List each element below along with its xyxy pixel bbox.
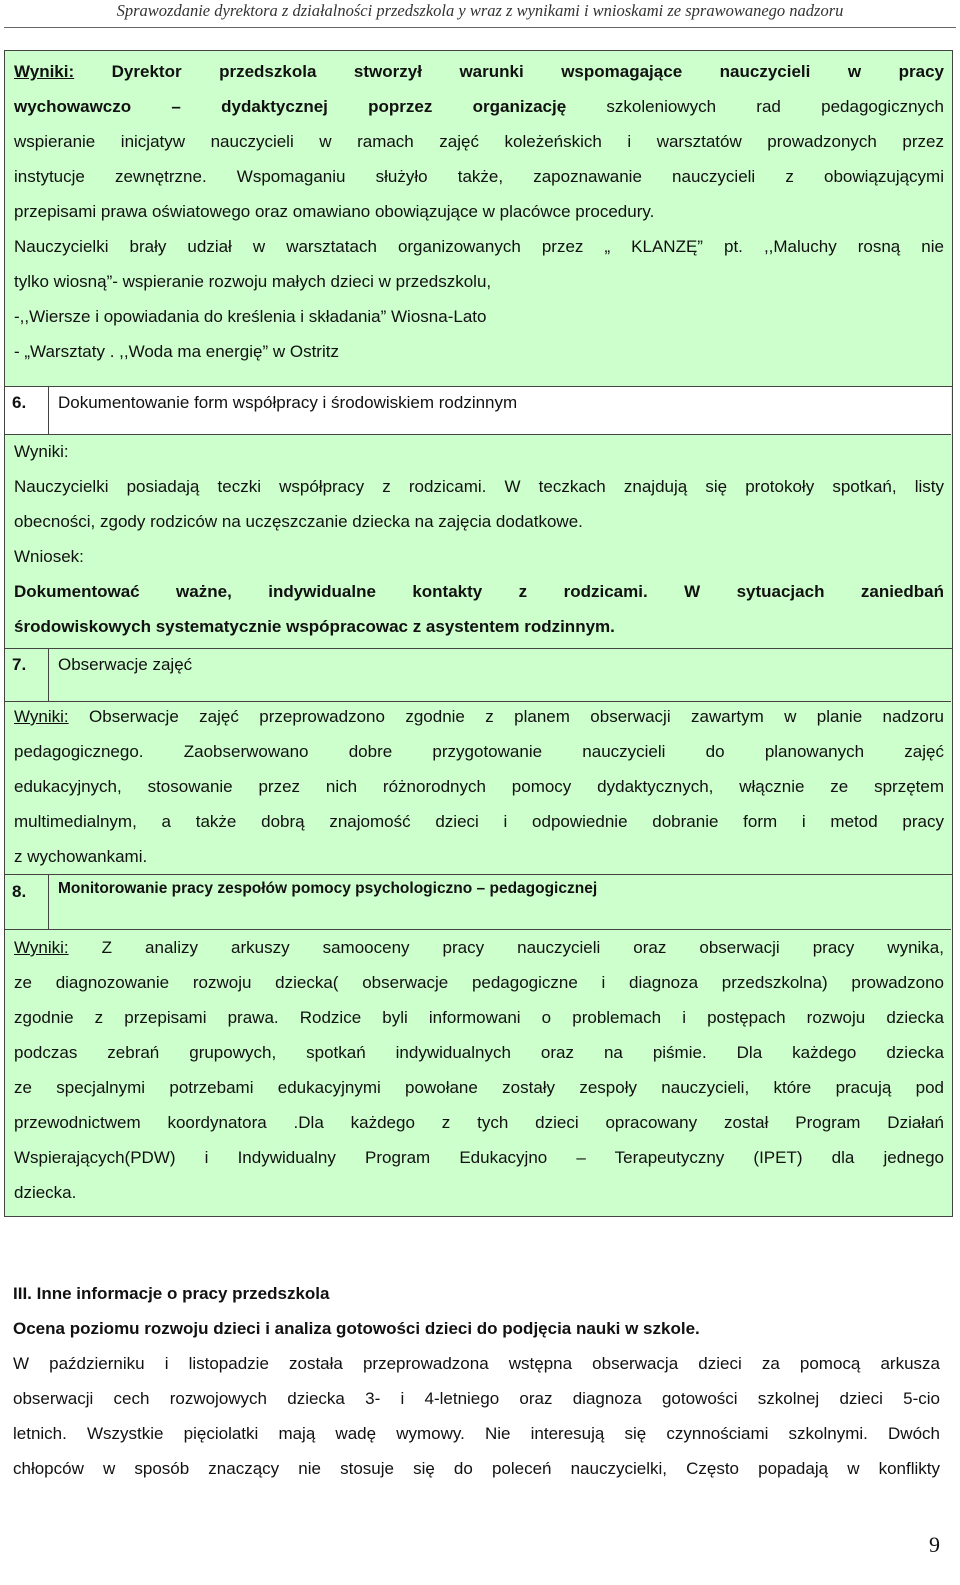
section-5-box — [4, 50, 953, 388]
section-7-header-row — [5, 649, 951, 702]
section-7-number: 7. — [5, 649, 49, 701]
section-6-header-row — [5, 387, 951, 435]
section-7-line-5: z wychowankami. — [14, 847, 148, 866]
document-header: Sprawozdanie dyrektora z działalności przedszkola y wraz z wynikami i wnioskami ze sprawowanego nadzoru — [116, 1, 844, 20]
section-5-line-2 — [14, 89, 944, 124]
section-6-results-line-1: Nauczycielki posiadają teczki współpracy z rodzicami. W teczkach znajdują się protokoły spotkań, listy — [14, 477, 944, 496]
section-8-number: 8. — [5, 875, 49, 929]
section-6-title: Dokumentowanie form współpracy i środowiskiem rodzinnym — [58, 393, 518, 412]
section-5-line-1 — [14, 54, 944, 89]
page-number: 9 — [929, 1532, 940, 1557]
section-6-box — [4, 386, 953, 650]
section-6-conclusion-line-1: Dokumentować ważne, indywidualne kontakty z rodzicami. W sytuacjach zaniedbań — [14, 582, 944, 601]
section-8-box — [4, 874, 953, 1217]
section-8-line-7: Wspierających(PDW) i Indywidualny Program Edukacyjno – Terapeutyczny (IPET) dla jednego — [14, 1148, 944, 1167]
section-8-line-8: dziecka. — [14, 1183, 77, 1202]
section-3-line-3: letnich. Wszystkie pięciolatki mają wadę wymowy. Nie interesują się czynnościami szkolnymi. Dwóch — [13, 1424, 940, 1443]
section-5-line-7: tylko wiosną”- wspieranie rozwoju małych dzieci w przedszkolu, — [14, 272, 492, 291]
section-5-line-4: instytucje zewnętrzne. Wspomaganiu służyło także, zapoznawanie nauczycieli z obowiązującymi — [14, 167, 944, 186]
section-6-results-line-2: obecności, zgody rodziców na uczęszczanie dziecka na zajęcia dodatkowe. — [14, 512, 583, 531]
results-label: Wyniki: — [14, 442, 69, 461]
results-label: Wyniki: — [14, 938, 69, 957]
section-8-header-row — [5, 875, 951, 930]
section-5-line-8: -,,Wiersze i opowiadania do kreślenia i składania” Wiosna-Lato — [14, 307, 487, 326]
results-label: Wyniki: — [14, 62, 75, 81]
results-label: Wyniki: — [14, 707, 69, 726]
section-3-line-1: W październiku i listopadzie została przeprowadzona wstępna obserwacja dzieci za pomocą arkusza — [13, 1354, 940, 1373]
section-5-line-2-bold: wychowawczo – dydaktycznej poprzez organizację — [14, 97, 567, 116]
section-8-title: Monitorowanie pracy zespołów pomocy psychologiczno – pedagogicznej — [58, 880, 598, 897]
header-divider — [4, 27, 956, 28]
section-6-results-label — [14, 434, 944, 469]
section-5-line-9: - „Warsztaty . ,,Woda ma energię” w Ostritz — [14, 342, 339, 361]
section-7-line-1-text: Obserwacje zajęć przeprowadzono zgodnie z planem obserwacji zawartym w planie nadzoru — [68, 707, 944, 726]
section-7-line-2: pedagogicznego. Zaobserwowano dobre przygotowanie nauczycieli do planowanych zajęć — [14, 742, 944, 761]
section-5-line-6: Nauczycielki brały udział w warsztatach organizowanych przez „ KLANZĘ” pt. ,,Maluchy rosną nie — [14, 237, 944, 256]
section-7-line-3: edukacyjnych, stosowanie przez nich różnorodnych pomocy dydaktycznych, włącznie ze sprzętem — [14, 777, 944, 796]
section-5-line-3: wspieranie inicjatyw nauczycieli w ramach zajęć koleżeńskich i warsztatów prowadzonych przez — [14, 132, 944, 151]
section-8-line-5: ze specjalnymi potrzebami edukacyjnymi powołane zostały zespoły nauczycieli, które pracują pod — [14, 1078, 944, 1097]
section-3-line-4: chłopców w sposób znaczący nie stosuje się do poleceń nauczycielki, Często popadają w konflikty — [13, 1459, 940, 1478]
section-8-line-4: podczas zebrań grupowych, spotkań indywidualnych oraz na piśmie. Dla każdego dziecka — [14, 1043, 944, 1062]
section-7-title: Obserwacje zajęć — [58, 655, 193, 674]
section-8-line-2: ze diagnozowanie rozwoju dziecka( obserwacje pedagogiczne i diagnoza przedszkolna) prowadzono — [14, 973, 944, 992]
section-6-conclusion-label: Wniosek: — [14, 547, 84, 566]
section-5-line-2-text: szkoleniowych rad pedagogicznych — [566, 97, 944, 116]
section-7-line-1 — [14, 699, 944, 734]
section-5-line-5: przepisami prawa oświatowego oraz omawiano obowiązujące w placówce procedury. — [14, 202, 655, 221]
section-8-line-3: zgodnie z przepisami prawa. Rodzice byli informowani o problemach i postępach rozwoju dziecka — [14, 1008, 944, 1027]
section-3-line-2: obserwacji cech rozwojowych dziecka 3- i 4-letniego oraz diagnoza gotowości szkolnej dzieci 5-cio — [13, 1389, 940, 1408]
section-5-line-1-text: Dyrektor przedszkola stworzył warunki wspomagające nauczycieli w pracy — [74, 62, 944, 81]
section-7-line-4: multimedialnym, a także dobrą znajomość dzieci i odpowiednie dobranie form i metod pracy — [14, 812, 944, 831]
section-3-subheading: Ocena poziomu rozwoju dzieci i analiza gotowości dzieci do podjęcia nauki w szkole. — [13, 1319, 700, 1338]
section-6-number: 6. — [5, 387, 49, 434]
section-8-line-6: przewodnictwem koordynatora .Dla każdego z tych dzieci opracowany został Program Działań — [14, 1113, 944, 1132]
section-6-conclusion-line-2: środowiskowych systematycznie wspópracowac z asystentem rodzinnym. — [14, 617, 615, 636]
section-8-line-1-text: Z analizy arkuszy samooceny pracy nauczycieli oraz obserwacji pracy wynika, — [68, 938, 944, 957]
section-7-box — [4, 648, 953, 876]
section-3-heading: III. Inne informacje o pracy przedszkola — [13, 1284, 330, 1303]
section-8-line-1 — [14, 930, 944, 965]
